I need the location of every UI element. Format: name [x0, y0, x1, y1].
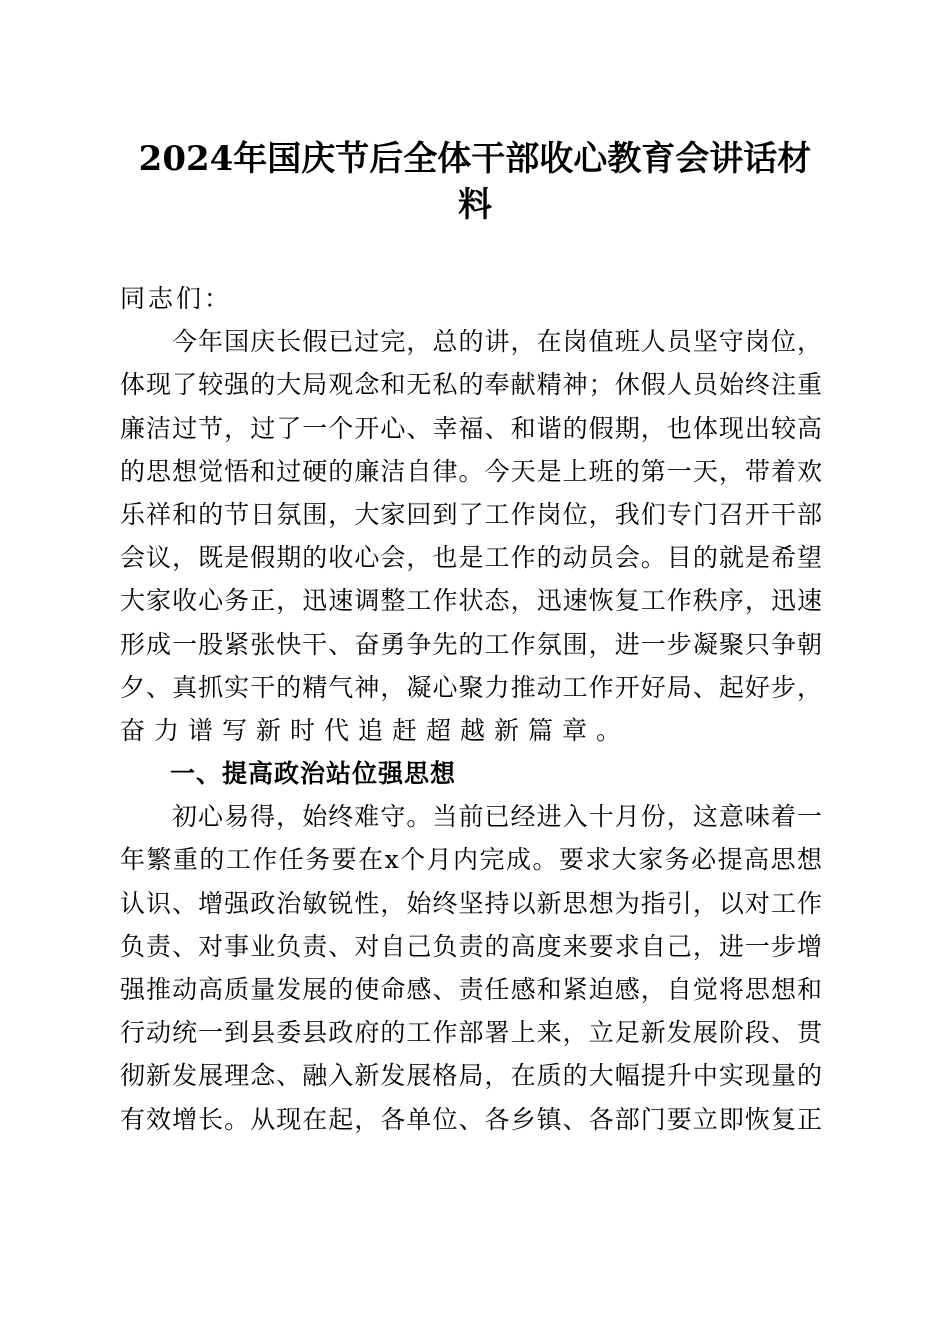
text-line: 负责、对事业负责、对自己负责的高度来要求自己，进一步增 — [120, 931, 822, 961]
paragraph-1 — [120, 320, 822, 752]
text-line: 今年国庆长假已过完，总的讲，在岗值班人员坚守岗位， — [172, 327, 822, 357]
title-line: 料 — [458, 185, 492, 225]
text-line: 的思想觉悟和过硬的廉洁自律。今天是上班的第一天，带着欢 — [120, 456, 822, 486]
text-line: 有效增长。从现在起，各单位、各乡镇、各部门要立即恢复正 — [120, 1104, 822, 1134]
section-heading: 一、提高政治站位强思想 — [170, 759, 457, 789]
title-line: 2024年国庆节后全体干部收心教育会讲话材 — [138, 139, 812, 179]
text-line: 彻新发展理念、融入新发展格局，在质的大幅提升中实现量的 — [120, 1061, 822, 1091]
text-line: 强推动高质量发展的使命感、责任感和紧迫感，自觉将思想和 — [120, 975, 822, 1004]
salutation: 同志们： — [120, 284, 233, 313]
text-line: 会议，既是假期的收心会，也是工作的动员会。目的就是希望 — [120, 543, 822, 573]
document-body — [120, 277, 822, 1141]
text-line: 认识、增强政治敏锐性，始终坚持以新思想为指引，以对工作 — [120, 888, 822, 918]
text-line: 初心易得，始终难守。当前已经进入十月份，这意味着一 — [172, 802, 822, 832]
text-line: 廉洁过节，过了一个开心、幸福、和谐的假期，也体现出较高 — [120, 413, 822, 443]
document-title — [120, 136, 830, 228]
paragraph-2 — [120, 795, 822, 1141]
text-line: 年繁重的工作任务要在x个月内完成。要求大家务必提高思想 — [120, 845, 822, 875]
text-line: 夕、真抓实干的精气神，凝心聚力推动工作开好局、起好步， — [120, 672, 822, 702]
text-line: 体现了较强的大局观念和无私的奉献精神；休假人员始终注重 — [120, 370, 822, 400]
text-line: 行动统一到县委县政府的工作部署上来，立足新发展阶段、贯 — [120, 1018, 822, 1048]
text-line: 奋力谱写新时代追赶超越新篇章。 — [120, 715, 631, 745]
text-line: 形成一股紧张快干、奋勇争先的工作氛围，进一步凝聚只争朝 — [120, 629, 822, 659]
text-line: 大家收心务正，迅速调整工作状态，迅速恢复工作秩序，迅速 — [120, 586, 822, 616]
text-line: 乐祥和的节日氛围，大家回到了工作岗位，我们专门召开干部 — [120, 499, 822, 529]
